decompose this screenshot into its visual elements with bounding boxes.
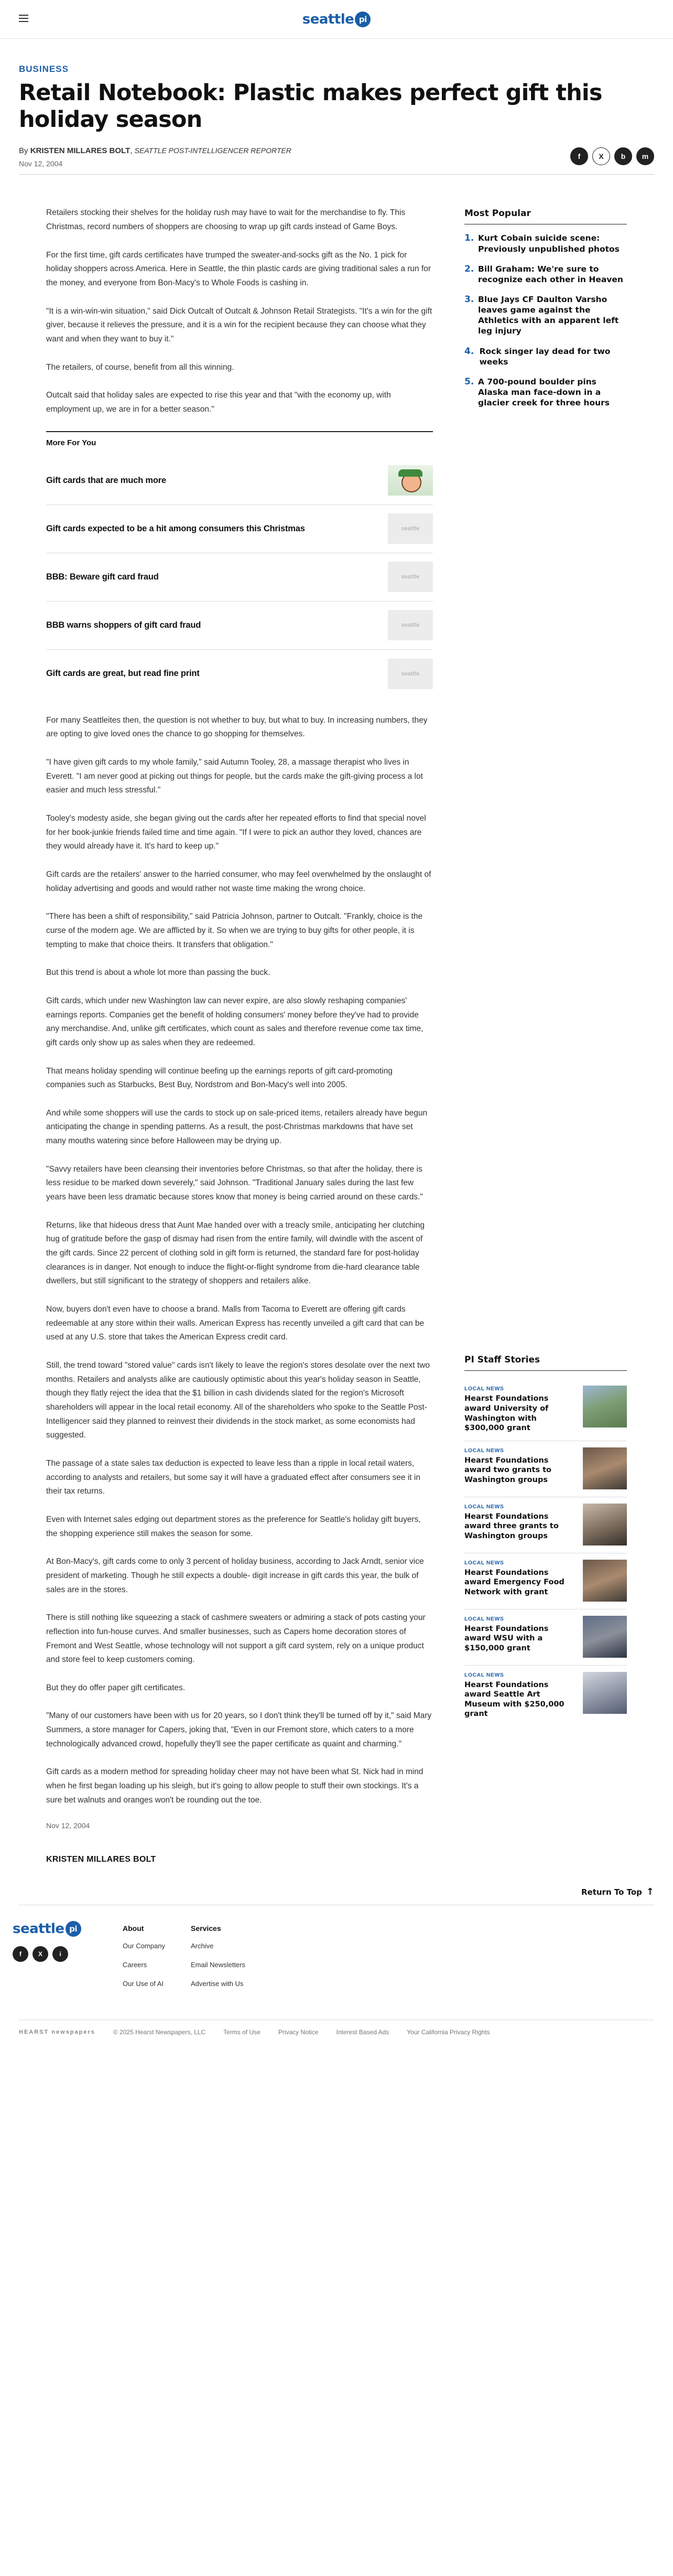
staff-story-image[interactable] [583, 1672, 627, 1714]
footer-link[interactable]: Archive [191, 1942, 214, 1950]
staff-story-link[interactable]: Hearst Foundations award Seattle Art Museum with $250,000 grant [464, 1680, 565, 1719]
article-paragraph: Still, the trend toward "stored value" cards isn't likely to leave the region's stores desolate over the next two months. Retailers and analysts alike are cautiously optimistic about this year's holiday season in Seattle, though they flatly reject the idea that the $1 billion in cash dividends slated for the region's Microsoft shareholders will appear in the local retail economy. All of the shareholders who spoke to the Seattle Post-Intelligencer said they planned to reinvest their dividends in the stock market, as some economists had suggested. [46, 1361, 430, 1440]
footer-brand [13, 1921, 123, 1999]
most-popular-number: 4. [464, 346, 474, 357]
most-popular-item[interactable] [464, 346, 627, 367]
article-paragraph: But this trend is about a whole lot more than passing the buck. [46, 968, 270, 978]
site-logo[interactable] [302, 12, 371, 27]
article-paragraph: And while some shoppers will use the cards to stock up on sale-priced items, retailers already have begun anticipating the change in spending patterns. As a result, the post-Christmas markdowns that have set many mouths watering since before Halloween may be drying up. [46, 1108, 428, 1146]
footer-about [123, 1921, 191, 1999]
more-for-you-label[interactable]: Gift cards that are much more [46, 475, 166, 485]
footer-link[interactable]: Email Newsletters [191, 1961, 246, 1969]
most-popular-title: Most Popular [464, 208, 627, 224]
more-for-you-thumbnail[interactable]: seattle [388, 562, 433, 592]
byline-row [19, 146, 654, 175]
article-paragraph: Gift cards, which under new Washington law can never expire, are also slowly reshaping companies' earnings reports. Companies get the benefit of holding consumers' money before they've had to provide any merchandise. And, unlike gift certificates, which count as sales and therefore revenue come tax time, gift cards only show up as sales when they are redeemed. [46, 996, 424, 1047]
staff-story-item[interactable] [464, 1379, 627, 1441]
staff-story-image[interactable] [583, 1504, 627, 1545]
footer-logo[interactable] [13, 1921, 123, 1937]
more-for-you-label[interactable]: BBB warns shoppers of gift card fraud [46, 620, 201, 630]
legal-link[interactable]: Privacy Notice [278, 2028, 319, 2036]
more-for-you-thumbnail[interactable]: seattle [388, 659, 433, 689]
footer-services-title: Services [191, 1924, 221, 1933]
more-for-you-label[interactable]: Gift cards expected to be a hit among consumers this Christmas [46, 523, 305, 533]
article-paragraph: For many Seattleites then, the question is not whether to buy, but what to buy. In increasing numbers, they are opting to give loved ones the chance to go shopping for themselves. [46, 715, 428, 739]
article-paragraph: "Many of our customers have been with us for 20 years, so I don't think they'll be turned off by it," said Mary Summers, a store manager for Capers, joking that, "Even in our Fremont store, which caters to a more technologically advanced crowd, hopefully they'll see the paper certificate as quaint and charming." [46, 1711, 432, 1748]
footer-logo-text: seattle [13, 1921, 64, 1937]
article-paragraph: Now, buyers don't even have to choose a brand. Malls from Tacoma to Everett are offering gift cards redeemable at any store within their walls. American Express has recently unveiled a gift card that can be used at any U.S. store that takes the American Express credit card. [46, 1305, 425, 1342]
more-for-you-item[interactable] [46, 457, 433, 505]
article-paragraph: Outcalt said that holiday sales are expected to rise this year and that "with the economy up, with employment up, we are in for a better season." [46, 391, 391, 414]
staff-story-link[interactable]: Hearst Foundations award University of Washington with $300,000 grant [464, 1394, 549, 1433]
copyright: © 2025 Hearst Newspapers, LLC [113, 2028, 206, 2036]
footer-about-title: About [123, 1924, 144, 1933]
bluesky-share-icon[interactable]: b [614, 147, 632, 165]
byline-prefix: By [19, 146, 30, 156]
footer [0, 1905, 673, 2020]
staff-story-tag[interactable]: LOCAL NEWS [464, 1503, 504, 1510]
article-header [0, 39, 673, 175]
staff-story-tag[interactable]: LOCAL NEWS [464, 1671, 504, 1678]
article-paragraph: Gift cards as a modern method for spreading holiday cheer may not have been what St. Nick had in mind when he first began loading up his sleigh, but it's going to allow people to stuff their own stockings. It's a sure bet walnuts and oranges won't be rounding out the toe. [46, 1767, 424, 1805]
most-popular [464, 208, 627, 408]
return-to-top-label[interactable]: Return To Top [581, 1887, 642, 1897]
author-role: SEATTLE POST-INTELLIGENCER REPORTER [134, 146, 291, 155]
article-paragraph: The retailers, of course, benefit from all this winning. [46, 362, 234, 372]
more-for-you-item[interactable] [46, 650, 433, 698]
most-popular-item[interactable] [464, 294, 627, 337]
sidebar [464, 175, 627, 1881]
article-end-author[interactable]: KRISTEN MILLARES BOLT [46, 1855, 156, 1864]
most-popular-number: 5. [464, 376, 474, 387]
article-date: Nov 12, 2004 [19, 159, 63, 168]
article-body [19, 175, 433, 1881]
article-paragraph: The passage of a state sales tax deduction is expected to leave less than a ripple in local retail waters, according to analysts and retailers, but some say it will have a graduated effect after consumers see it in their tax returns. [46, 1458, 420, 1496]
x-icon[interactable]: X [32, 1946, 48, 1962]
article-paragraph: For the first time, gift cards certificates have trumped the sweater-and-socks gift as the No. 1 pick for holiday shoppers across America. Here in Seattle, the thin plastic cards are giving traditional sales a run for the money, and everyone from Bon-Macy's to Whole Foods is cashing in. [46, 250, 431, 288]
most-popular-link[interactable]: Blue Jays CF Daulton Varsho leaves game against the Athletics with an apparent left leg injury [478, 295, 619, 336]
footer-social [13, 1946, 123, 1962]
staff-story-item[interactable] [464, 1441, 627, 1497]
section-kicker[interactable]: BUSINESS [19, 64, 69, 74]
menu-icon[interactable] [19, 15, 28, 22]
staff-story-image[interactable] [583, 1447, 627, 1489]
most-popular-link[interactable]: Rock singer lay dead for two weeks [479, 346, 611, 367]
most-popular-link[interactable]: A 700-pound boulder pins Alaska man face-down in a glacier creek for three hours [478, 377, 610, 408]
instagram-icon[interactable]: i [52, 1946, 68, 1962]
article-end-date: Nov 12, 2004 [46, 1821, 90, 1830]
most-popular-link[interactable]: Kurt Cobain suicide scene: Previously unpublished photos [478, 233, 620, 254]
legal-bar [19, 2020, 654, 2044]
legal-link[interactable]: Your California Privacy Rights [407, 2028, 490, 2036]
most-popular-item[interactable] [464, 264, 627, 285]
article-paragraph: "It is a win-win-win situation," said Dick Outcalt of Outcalt & Johnson Retail Strategists. "It's a win for the gift giver, because it relieves the pressure, and it is a win for the recipient because they can choose what they want and when they want to buy it." [46, 306, 432, 344]
more-for-you-label[interactable]: BBB: Beware gift card fraud [46, 572, 159, 582]
site-logo-badge: pi [355, 12, 371, 27]
more-for-you-title: More For You [46, 438, 96, 447]
more-for-you-thumbnail[interactable]: seattle [388, 513, 433, 544]
email-share-icon[interactable]: m [636, 147, 654, 165]
most-popular-number: 3. [464, 294, 474, 305]
staff-story-link[interactable]: Hearst Foundations award three grants to Washington groups [464, 1512, 559, 1540]
legal-link[interactable]: Interest Based Ads [336, 2028, 389, 2036]
article-paragraph: Gift cards are the retailers' answer to the harried consumer, who may feel overwhelmed by the onslaught of holiday advertising and goods and would rather not waste time making the wrong choice. [46, 870, 431, 893]
most-popular-number: 1. [464, 233, 474, 244]
most-popular-number: 2. [464, 263, 474, 274]
byline [19, 146, 291, 155]
more-for-you-item[interactable] [46, 602, 433, 650]
more-for-you-item[interactable] [46, 505, 433, 553]
staff-stories-title: PI Staff Stories [464, 1355, 627, 1371]
article-title: Retail Notebook: Plastic makes perfect gift this holiday season [19, 80, 602, 133]
footer-link[interactable]: Careers [123, 1961, 147, 1969]
return-to-top[interactable] [0, 1886, 673, 1897]
staff-story-link[interactable]: Hearst Foundations award Emergency Food Network with grant [464, 1568, 565, 1596]
footer-services [191, 1921, 259, 1999]
staff-story-image[interactable] [583, 1560, 627, 1602]
page-content [0, 175, 673, 1881]
article-paragraph: Even with Internet sales edging out department stores as the preference for Seattle's holiday gift buyers, the shopping experience still makes the season for some. [46, 1515, 421, 1538]
hearst-logo[interactable]: HEARST newspapers [19, 2029, 95, 2036]
article-paragraph: But they do offer paper gift certificates. [46, 1683, 186, 1692]
staff-story-tag[interactable]: LOCAL NEWS [464, 1447, 504, 1454]
article-paragraph: "Savvy retailers have been cleansing their inventories before Christmas, so that after the holiday, there is less residue to be marked down severely," said Johnson. "Traditional January sales during the last few years have been less dramatic because stores know that money is being carried around on these cards." [46, 1164, 423, 1202]
pi-staff-stories [464, 1355, 627, 1726]
staff-story-item[interactable] [464, 1609, 627, 1666]
staff-story-tag[interactable]: LOCAL NEWS [464, 1386, 504, 1392]
byline-separator: , [130, 146, 135, 156]
x-share-icon[interactable]: X [592, 147, 610, 165]
staff-story-image[interactable] [583, 1386, 627, 1427]
article-paragraph: That means holiday spending will continue beefing up the earnings reports of gift card-promoting companies such as Starbucks, Best Buy, Nordstrom and Bon-Macy's well into 2005. [46, 1066, 393, 1090]
facebook-icon[interactable]: f [13, 1946, 28, 1962]
article-body-part-a [46, 206, 433, 416]
site-logo-text: seattle [302, 11, 354, 27]
article-paragraph: Returns, like that hideous dress that Aunt Mae handed over with a treacly smile, anticipating her clutching hug of gratitude before the gasp of dismay had risen from the entire family, will dwindle with the ascent of the gift cards. Since 22 percent of clothing sold in gift form is returned, the standard fare for post-holiday clearances is in danger. Not enough to induce the flight-or-flight syndrome from die-hard clearance table dwellers, but still significant to the strategy of shoppers and retailers alike. [46, 1220, 425, 1286]
article-paragraph: "There has been a shift of responsibility," said Patricia Johnson, partner to Outcalt. "Frankly, choice is the curse of the modern age. We are afflicted by it. So when we are trying to buy gifts for other people, it is tempting to make that choice theirs. It transfers that obligation." [46, 912, 423, 949]
staff-story-link[interactable]: Hearst Foundations award WSU with a $150,000 grant [464, 1624, 549, 1652]
share-buttons [570, 147, 654, 165]
footer-logo-badge: pi [66, 1921, 81, 1937]
staff-story-item[interactable] [464, 1666, 627, 1726]
most-popular-item[interactable] [464, 377, 627, 408]
facebook-share-icon[interactable]: f [570, 147, 588, 165]
more-for-you-label[interactable]: Gift cards are great, but read fine print [46, 669, 200, 679]
article-paragraph: "I have given gift cards to my whole family," said Autumn Tooley, 28, a massage therapist who lives in Everett. "I am never good at picking out things for people, but the cards make the gift-giving process a lot easier and much less stressful." [46, 758, 423, 795]
more-for-you-item[interactable] [46, 553, 433, 602]
arrow-up-icon[interactable]: ↑ [646, 1886, 654, 1898]
more-for-you-thumbnail[interactable]: seattle [388, 610, 433, 640]
article-body-part-b [46, 714, 433, 1808]
staff-story-item[interactable] [464, 1553, 627, 1609]
more-for-you [46, 431, 433, 698]
staff-story-image[interactable] [583, 1616, 627, 1658]
article-paragraph: Retailers stocking their shelves for the holiday rush may have to wait for the merchandise to fly. This Christmas, record numbers of shoppers are choosing to wrap up gift cards instead of Game Boys. [46, 208, 406, 232]
footer-link[interactable]: Our Company [123, 1942, 165, 1950]
most-popular-link[interactable]: Bill Graham: We're sure to recognize each other in Heaven [478, 264, 623, 284]
footer-link[interactable]: Advertise with Us [191, 1980, 244, 1988]
article-paragraph: There is still nothing like squeezing a stack of cashmere sweaters or admiring a stack of pots casting your reflection into fun-house curves. And smaller businesses, such as Capers home decoration stores of Fremont and West Seattle, whose technology will not support a gift card system, rely on a unique product and store feel to keep customers coming. [46, 1613, 426, 1665]
staff-story-tag[interactable]: LOCAL NEWS [464, 1559, 504, 1566]
article-paragraph: At Bon-Macy's, gift cards come to only 3 percent of holiday business, according to Jack Arndt, senior vice president of marketing. Though he still expects a double- digit increase in gift cards this year, the bulk of sales are in the stores. [46, 1557, 424, 1594]
staff-story-link[interactable]: Hearst Foundations award two grants to Washington groups [464, 1456, 552, 1484]
footer-link[interactable]: Our Use of AI [123, 1980, 164, 1988]
staff-story-item[interactable] [464, 1497, 627, 1553]
staff-story-tag[interactable]: LOCAL NEWS [464, 1615, 504, 1622]
author-link[interactable]: KRISTEN MILLARES BOLT [30, 146, 131, 156]
most-popular-item[interactable] [464, 233, 627, 254]
legal-link[interactable]: Terms of Use [223, 2028, 260, 2036]
more-for-you-thumbnail[interactable] [388, 465, 433, 496]
top-bar [0, 0, 673, 39]
article-paragraph: Tooley's modesty aside, she began giving out the cards after her repeated efforts to find that special novel for her book-junkie friends failed time and time again. "If I were to pick an author they loved, chances are they would already have it. It's hard to keep up." [46, 813, 426, 851]
